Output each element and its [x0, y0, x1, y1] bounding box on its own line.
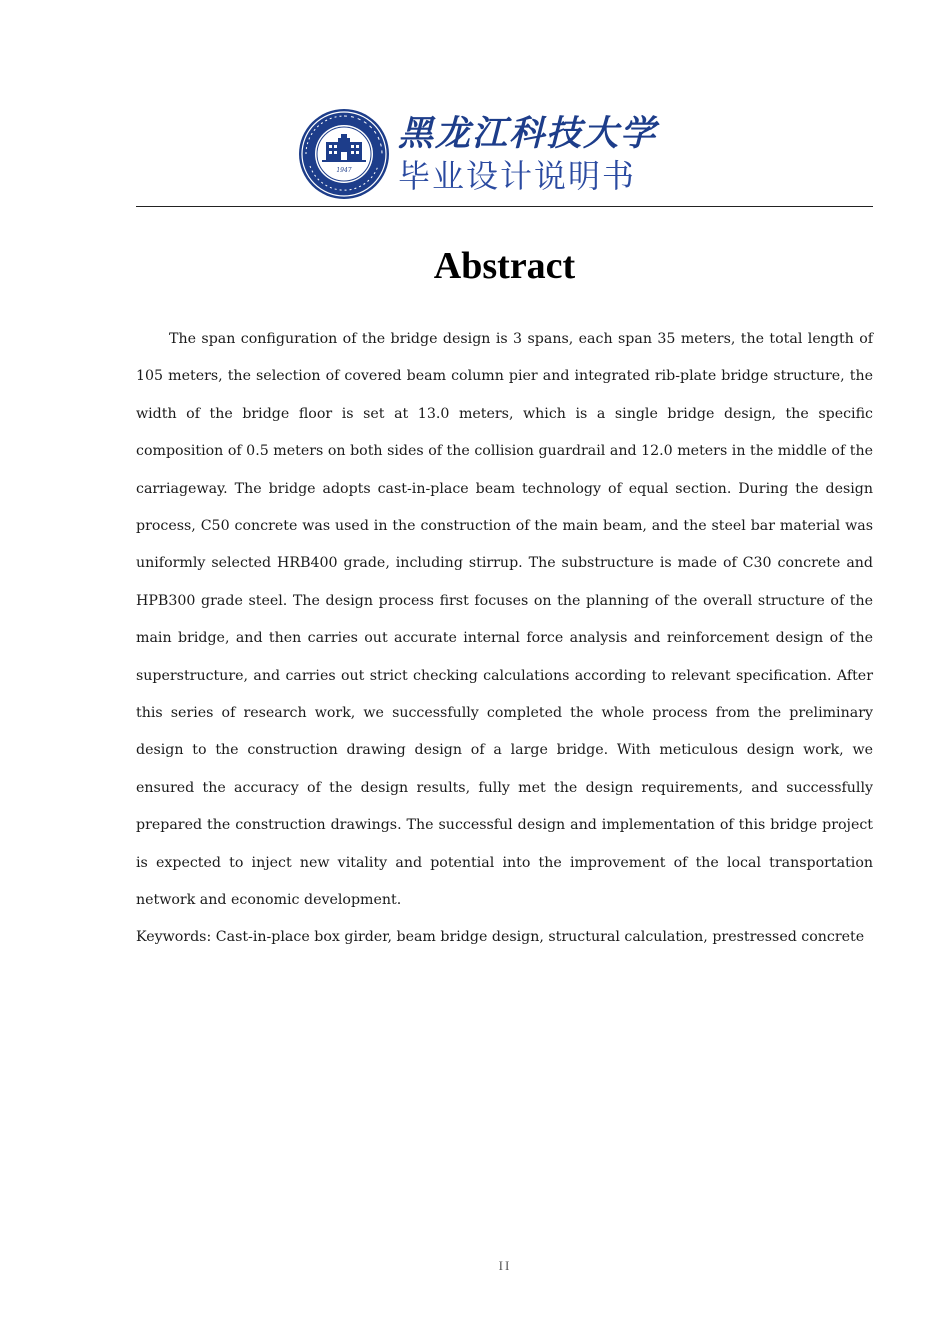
document-type: 毕业设计说明书 — [398, 157, 637, 195]
abstract-body: The span configuration of the bridge design is 3 spans, each span 35 meters, the total length of 105 meters, the selection of covered beam column pier and integrated rib-plate bridge structure, the width of the bridge floor is set at 13.0 meters, which is a single bridge design, the specific composition of 0.5 meters on both sides of the collision guardrail and 12.0 meters in the middle of the carriageway. The bridge adopts cast-in-place beam technology of equal section. During the design process, C50 concrete was used in the construction of the main beam, and the steel bar material was uniformly selected HRB400 grade, including stirrup. The substructure is made of C30 concrete and HPB300 grade steel. The design process first focuses on the planning of the overall structure of the main bridge, and then carries out accurate internal force analysis and reinforcement design of the superstructure, and carries out strict checking calculations according to relevant specification. After this series of research work, we successfully completed the whole process from the preliminary design to the construction drawing design of a large bridge. With meticulous design work, we ensured the accuracy of the design results, fully met the design requirements, and successfully prepared the construction drawings. The successful design and implementation of this bridge project is expected to inject new vitality and potential into the improvement of the local transportation network and economic development. — [136, 331, 873, 909]
page-title: Abstract — [433, 245, 576, 287]
university-name: 黑龙江科技大学 — [398, 113, 658, 154]
seal-year: 1947 — [336, 167, 352, 174]
university-seal-logo — [298, 108, 390, 200]
header-divider — [136, 206, 873, 207]
header-text — [398, 112, 657, 196]
page-number: II — [498, 1258, 512, 1273]
keywords-line: Keywords: Cast-in-place box girder, beam bridge design, structural calculation, prestressed concrete — [136, 929, 865, 945]
page-header — [298, 106, 658, 202]
